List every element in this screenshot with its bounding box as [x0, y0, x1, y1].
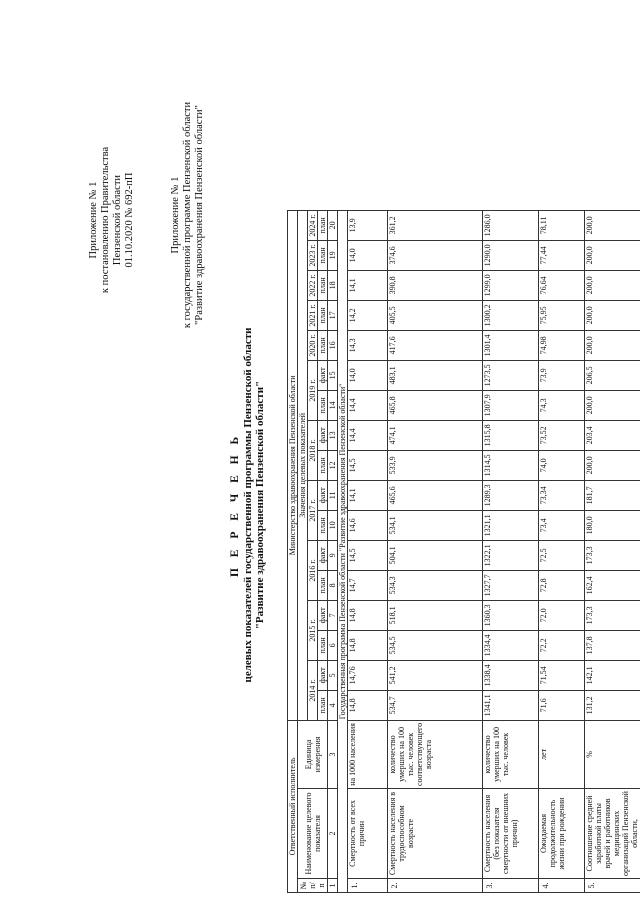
appendix-line: к постановлению Правительства — [100, 146, 111, 294]
value-cell: 74,3 — [539, 390, 585, 420]
column-header-number: № п/п — [298, 879, 328, 893]
year-header: 2017 г. — [308, 480, 318, 540]
plan-header: план — [318, 240, 328, 270]
value-cell: 474,1 — [388, 420, 483, 450]
value-cell: 181,7 — [585, 480, 640, 510]
table-row — [483, 210, 539, 892]
value-cell: 1301,4 — [483, 330, 539, 360]
indicator-unit: % — [585, 720, 640, 788]
indicator-name: Соотношение средней заработной платы врачей и работников медицинских организаций Пензенской области, — [585, 789, 640, 879]
plan-header: план — [318, 330, 328, 360]
plan-header: план — [318, 570, 328, 600]
value-cell: 14,0 — [348, 240, 388, 270]
value-cell: 504,1 — [388, 540, 483, 570]
value-cell: 173,3 — [585, 600, 640, 630]
value-cell: 14,6 — [348, 510, 388, 540]
indicator-rows — [348, 210, 640, 892]
year-header: 2023 г. — [308, 240, 318, 270]
appendix-line: к государственной программе Пензенской области — [182, 101, 193, 329]
column-number: 15 — [328, 360, 338, 390]
value-cell: 1327,7 — [483, 570, 539, 600]
column-number: 7 — [328, 600, 338, 630]
value-cell: 465,6 — [388, 480, 483, 510]
column-number: 12 — [328, 450, 338, 480]
indicator-name: Смертность от всех причин — [348, 789, 388, 879]
value-cell: 14,8 — [348, 630, 388, 660]
value-cell: 14,7 — [348, 570, 388, 600]
column-number: 16 — [328, 330, 338, 360]
value-cell: 534,3 — [388, 570, 483, 600]
column-number: 11 — [328, 480, 338, 510]
value-cell: 73,52 — [539, 420, 585, 450]
value-cell: 72,5 — [539, 540, 585, 570]
year-header: 2014 г. — [308, 660, 318, 720]
value-cell: 75,95 — [539, 300, 585, 330]
value-cell: 1360,3 — [483, 600, 539, 630]
year-header: 2020 г. — [308, 330, 318, 360]
value-cell: 1299,0 — [483, 270, 539, 300]
value-cell: 1314,5 — [483, 450, 539, 480]
column-number: 8 — [328, 570, 338, 600]
value-cell: 1315,8 — [483, 420, 539, 450]
row-number: 1. — [348, 879, 388, 893]
plan-header: план — [318, 270, 328, 300]
value-cell: 1334,4 — [483, 630, 539, 660]
value-cell: 483,1 — [388, 360, 483, 390]
appendix-line: Приложение № 1 — [88, 181, 99, 259]
value-cell: 72,0 — [539, 600, 585, 630]
appendix-line: Приложение № 1 — [170, 176, 181, 254]
column-number: 9 — [328, 540, 338, 570]
value-cell: 142,1 — [585, 660, 640, 690]
value-cell: 14,5 — [348, 540, 388, 570]
value-cell: 465,8 — [388, 390, 483, 420]
row-number: 5. — [585, 879, 640, 893]
fact-header: факт — [318, 600, 328, 630]
table-row — [585, 210, 640, 892]
year-header: 2024 г. — [308, 210, 318, 240]
value-cell: 73,9 — [539, 360, 585, 390]
value-cell: 14,8 — [348, 690, 388, 720]
column-number: 6 — [328, 630, 338, 660]
column-number: 18 — [328, 270, 338, 300]
column-number: 10 — [328, 510, 338, 540]
value-cell: 14,0 — [348, 360, 388, 390]
column-number: 13 — [328, 420, 338, 450]
title-line-1: П Е Р Е Ч Е Н Ь — [229, 432, 241, 578]
column-number: 4 — [328, 690, 338, 720]
value-cell: 1338,4 — [483, 660, 539, 690]
fact-header: факт — [318, 420, 328, 450]
value-cell: 200,0 — [585, 240, 640, 270]
title-line-2: целевых показателей государственной программы Пензенской области — [242, 327, 254, 683]
indicator-unit: количество умерших на 100 тыс. человек — [483, 720, 539, 788]
value-cell: 72,2 — [539, 630, 585, 660]
value-cell: 1307,9 — [483, 390, 539, 420]
year-header: 2021 г. — [308, 300, 318, 330]
value-cell: 71,54 — [539, 660, 585, 690]
year-header: 2015 г. — [308, 600, 318, 660]
appendix-line: "Развитие здравоохранения Пензенской области" — [194, 105, 205, 325]
value-cell: 1286,0 — [483, 210, 539, 240]
value-cell: 405,5 — [388, 300, 483, 330]
value-cell: 390,8 — [388, 270, 483, 300]
indicators-table — [287, 210, 640, 893]
executor-value: Министерство здравоохранения Пензенской области — [288, 210, 298, 720]
value-cell: 534,5 — [388, 630, 483, 660]
value-cell: 200,0 — [585, 300, 640, 330]
value-cell: 1321,1 — [483, 510, 539, 540]
table-row — [388, 210, 483, 892]
column-header-name: Наименование целевого показателя — [298, 789, 328, 879]
value-cell: 200,0 — [585, 450, 640, 480]
table-row — [539, 210, 585, 892]
value-cell: 14,5 — [348, 450, 388, 480]
executor-label: Ответственный исполнитель — [288, 720, 298, 892]
value-cell: 73,34 — [539, 480, 585, 510]
value-cell: 76,64 — [539, 270, 585, 300]
value-cell: 200,0 — [585, 270, 640, 300]
value-cell: 162,4 — [585, 570, 640, 600]
column-header-unit: Единица измерения — [298, 720, 328, 788]
value-cell: 1273,5 — [483, 360, 539, 390]
indicator-name: Ожидаемая продолжительность жизни при рождении — [539, 789, 585, 879]
appendix-header-resolution — [88, 105, 136, 335]
appendix-line: Пензенской области — [112, 174, 123, 266]
plan-header: план — [318, 300, 328, 330]
value-cell: 173,3 — [585, 540, 640, 570]
indicator-unit: на 1000 населения — [348, 720, 388, 788]
column-number: 19 — [328, 240, 338, 270]
column-number: 20 — [328, 210, 338, 240]
value-cell: 78,11 — [539, 210, 585, 240]
indicator-name: Смертность населения (без показателя смертности от внешних причин) — [483, 789, 539, 879]
value-cell: 73,4 — [539, 510, 585, 540]
column-number: 1 — [328, 879, 338, 893]
year-header: 2018 г. — [308, 420, 318, 480]
year-header: 2016 г. — [308, 540, 318, 600]
value-cell: 1300,2 — [483, 300, 539, 330]
year-header: 2022 г. — [308, 270, 318, 300]
fact-header: факт — [318, 540, 328, 570]
value-cell: 71,6 — [539, 690, 585, 720]
value-cell: 14,2 — [348, 300, 388, 330]
value-cell: 374,6 — [388, 240, 483, 270]
value-cell: 14,1 — [348, 270, 388, 300]
plan-header: план — [318, 510, 328, 540]
value-cell: 74,0 — [539, 450, 585, 480]
value-cell: 180,0 — [585, 510, 640, 540]
appendix-line: 01.10.2020 № 692-пП — [124, 172, 135, 268]
column-number: 17 — [328, 300, 338, 330]
value-cell: 541,2 — [388, 660, 483, 690]
value-cell: 14,8 — [348, 600, 388, 630]
row-number: 2. — [388, 879, 483, 893]
row-number: 3. — [483, 879, 539, 893]
plan-header: план — [318, 630, 328, 660]
appendix-header-program — [170, 85, 206, 345]
section-header: Государственная программа Пензенской области "Развитие здравоохранения Пензенской области" — [338, 210, 348, 892]
plan-header: план — [318, 390, 328, 420]
value-cell: 1341,1 — [483, 690, 539, 720]
column-number: 2 — [328, 789, 338, 879]
value-cell: 417,6 — [388, 330, 483, 360]
fact-header: факт — [318, 660, 328, 690]
value-cell: 14,1 — [348, 480, 388, 510]
value-cell: 203,4 — [585, 420, 640, 450]
value-cell: 200,0 — [585, 210, 640, 240]
value-cell: 533,9 — [388, 450, 483, 480]
fact-header: факт — [318, 480, 328, 510]
value-cell: 137,8 — [585, 630, 640, 660]
indicator-unit: лет — [539, 720, 585, 788]
value-cell: 361,2 — [388, 210, 483, 240]
value-cell: 1322,1 — [483, 540, 539, 570]
value-cell: 77,44 — [539, 240, 585, 270]
fact-header: факт — [318, 360, 328, 390]
table-row — [348, 210, 388, 892]
value-cell: 14,3 — [348, 330, 388, 360]
value-cell: 1290,0 — [483, 240, 539, 270]
title-line-3: "Развитие здравоохранения Пензенской области" — [254, 380, 266, 630]
column-numbers-row — [328, 210, 338, 892]
value-cell: 200,0 — [585, 390, 640, 420]
value-cell: 200,0 — [585, 330, 640, 360]
value-cell: 72,8 — [539, 570, 585, 600]
value-cell: 206,5 — [585, 360, 640, 390]
value-cell: 518,1 — [388, 600, 483, 630]
indicator-name: Смертность населения в трудоспособном возрасте — [388, 789, 483, 879]
value-cell: 14,4 — [348, 420, 388, 450]
value-cell: 1289,3 — [483, 480, 539, 510]
column-number: 14 — [328, 390, 338, 420]
column-number: 3 — [328, 720, 338, 788]
value-cell: 13,9 — [348, 210, 388, 240]
indicator-unit: количество умерших на 100 тыс. человек соответствующего возраста — [388, 720, 483, 788]
column-number: 5 — [328, 660, 338, 690]
year-header: 2019 г. — [308, 360, 318, 420]
value-cell: 14,4 — [348, 390, 388, 420]
document-title — [228, 185, 266, 825]
row-number: 4. — [539, 879, 585, 893]
value-cell: 534,7 — [388, 690, 483, 720]
plan-header: план — [318, 690, 328, 720]
values-header: Значения целевых показателей — [298, 210, 308, 720]
value-cell: 14,76 — [348, 660, 388, 690]
plan-header: план — [318, 450, 328, 480]
value-cell: 534,1 — [388, 510, 483, 540]
plan-header: план — [318, 210, 328, 240]
value-cell: 74,98 — [539, 330, 585, 360]
value-cell: 131,2 — [585, 690, 640, 720]
